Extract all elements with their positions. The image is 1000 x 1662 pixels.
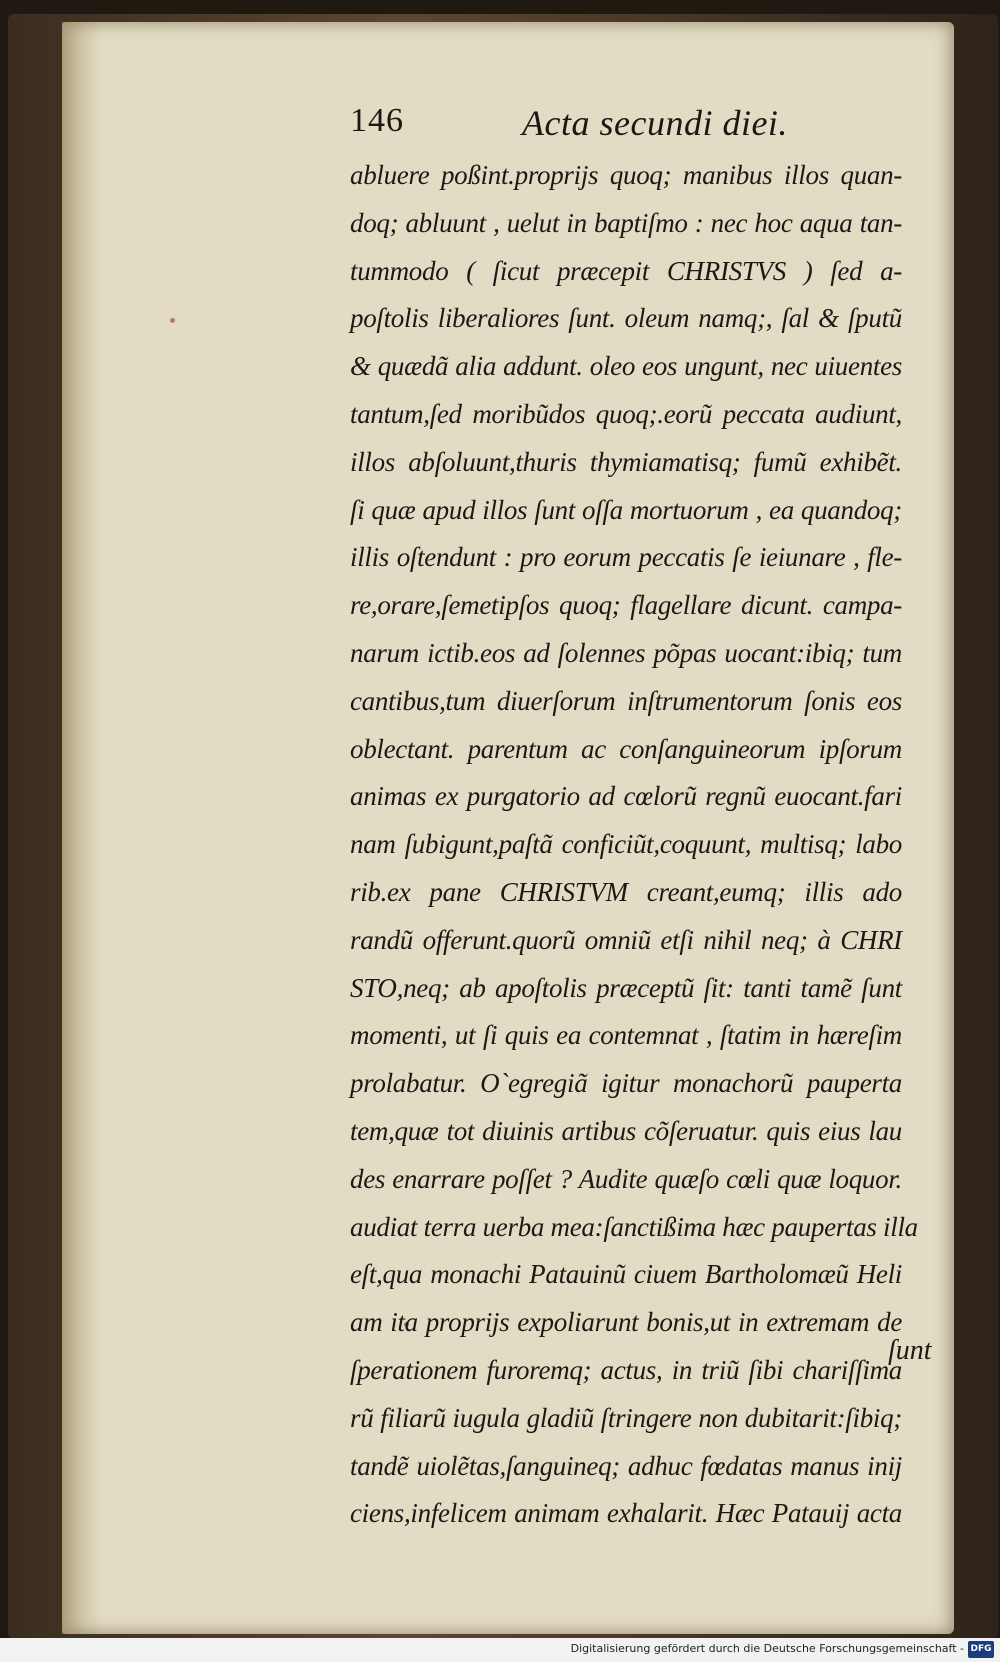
page-header <box>350 102 870 148</box>
text-line: STO,neq; ab apoſtolis præceptũ ſit: tanti tamẽ ſunt <box>350 972 902 1003</box>
text-line: oblectant. parentum ac conſanguineorum ipſorum <box>350 733 902 764</box>
text-line: narum ictib.eos ad ſolennes põpas uocant:ibiq; tum <box>350 637 902 668</box>
text-line: ciens,infelicem animam exhalarit. Hæc Patauij acta <box>350 1498 902 1529</box>
page-number: 146 <box>350 102 404 139</box>
text-line: & quædã alia addunt. oleo eos ungunt, nec uiuentes <box>350 351 902 382</box>
text-line: tandẽ uiolẽtas,ſanguineq; adhuc fœdatas manus inij <box>350 1450 902 1481</box>
text-line: abluere poßint.proprijs quoq; manibus illos quan- <box>350 160 902 190</box>
footer-bar <box>0 1638 1000 1662</box>
text-line: randũ offerunt.quorũ omniũ etſi nihil neq; à CHRI <box>350 924 902 955</box>
ink-speck <box>170 318 175 323</box>
text-line: ſi quæ apud illos ſunt oſſa mortuorum , ea quandoq; <box>350 494 902 525</box>
footer-credit: Digitalisierung gefördert durch die Deutsche Forschungsgemeinschaft - <box>570 1642 964 1655</box>
text-line: illos abſoluunt,thuris thymiamatisq; fumũ exhibẽt. <box>350 446 902 477</box>
running-head: Acta secundi diei. <box>522 103 788 143</box>
text-line: re,orare,ſemetipſos quoq; flagellare dicunt. campa- <box>350 590 902 621</box>
text-line: eſt,qua monachi Patauinũ ciuem Bartholomæũ Heli <box>350 1259 902 1290</box>
text-line: doq; abluunt , uelut in baptiſmo : nec hoc aqua tan- <box>350 207 902 238</box>
text-line: des enarrare poſſet ? Audite quæſo cœli quæ loquor. <box>350 1163 902 1194</box>
text-line: rib.ex pane CHRISTVM creant,eumq; illis ado <box>350 876 902 907</box>
text-line: audiat terra uerba mea:ſanctißima hæc paupertas illa <box>350 1211 918 1242</box>
text-line: tem,quæ tot diuinis artibus cõſeruatur. quis eius lau <box>350 1115 902 1146</box>
text-line: cantibus,tum diuerſorum inſtrumentorum ſonis eos <box>350 685 902 716</box>
text-line: tantum,ſed moribũdos quoq;.eorũ peccata audiunt, <box>350 398 902 429</box>
text-line: poſtolis liberaliores ſunt. oleum namq;, ſal & ſputũ <box>350 303 902 334</box>
text-line: ſperationem furoremq; actus, in triũ ſibi chariſſima <box>350 1354 902 1385</box>
text-line: rũ filiarũ iugula gladiũ ſtringere non dubitarit:ſibiq; <box>350 1402 902 1433</box>
text-line: momenti, ut ſi quis ea contemnat , ſtatim in hæreſim <box>350 1020 902 1051</box>
text-line: animas ex purgatorio ad cœlorũ regnũ euocant.fari <box>350 781 902 812</box>
text-line: nam ſubigunt,paſtã conficiũt,coquunt, multisq; labo <box>350 829 902 860</box>
catchword: ſunt <box>888 1335 932 1366</box>
text-line: am ita proprijs expoliarunt bonis,ut in extremam de <box>350 1307 902 1338</box>
text-line: prolabatur. O`egregiã igitur monachorũ pauperta <box>350 1068 902 1099</box>
text-line: illis oſtendunt : pro eorum peccatis ſe ieiunare , fle- <box>350 542 902 573</box>
dfg-logo: DFG <box>968 1641 994 1658</box>
text-line: tummodo ( ſicut præcepit CHRISTVS ) ſed a- <box>350 255 902 286</box>
text-block <box>350 152 918 1538</box>
